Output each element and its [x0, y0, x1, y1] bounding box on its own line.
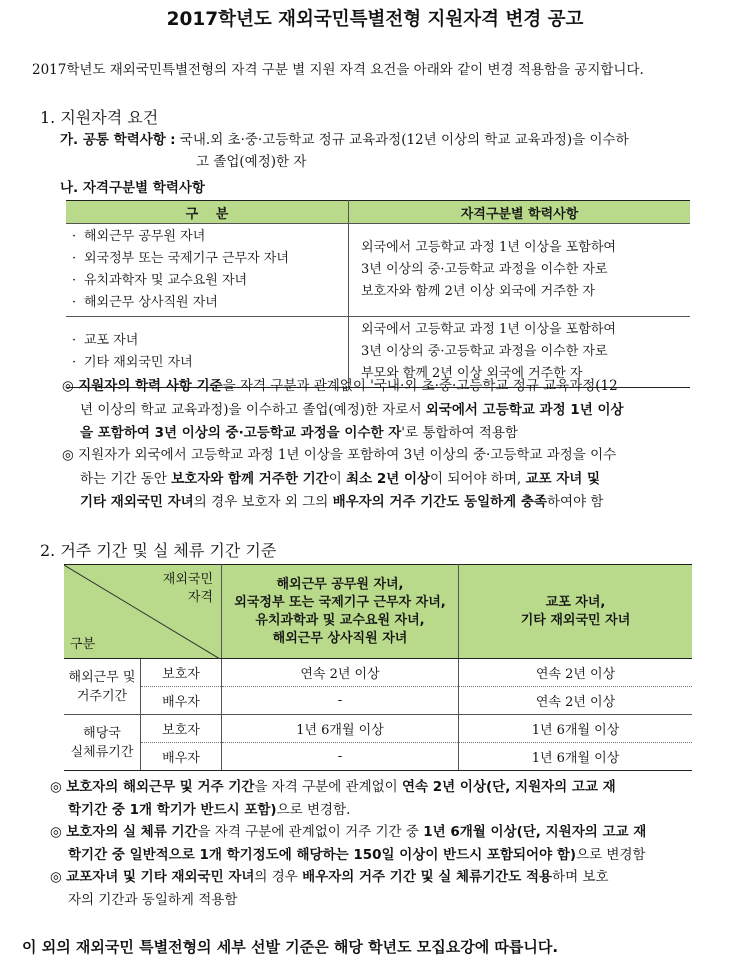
- table-row: [64, 687, 692, 715]
- note-bullet-icon: ◎: [62, 378, 74, 394]
- requirement-line: 보호자와 함께 2년 이상 외국에 거주한 자: [361, 284, 595, 299]
- requirement-line: 3년 이상의 중·고등학교 과정을 이수한 자로: [361, 262, 608, 277]
- table-row: [64, 743, 692, 771]
- colon: :: [170, 132, 176, 148]
- note-bullet-icon: ◎: [50, 824, 62, 840]
- category-cell: [66, 224, 349, 317]
- col-header-requirement: 자격구분별 학력사항: [349, 201, 691, 224]
- row-who: 배우자: [141, 743, 222, 771]
- cell-value: 연속 2년 이상: [459, 659, 693, 687]
- s2-note-1-line-2: 학기간 중 1개 학기가 반드시 포함)으로 변경함.: [68, 802, 351, 818]
- requirement-line: 외국에서 고등학교 과정 1년 이상을 포함하여: [361, 322, 616, 337]
- intro-text: 2017학년도 재외국민특별전형의 자격 구분 별 지원 자격 요건을 아래와 같이 변경 적용함을 공지합니다.: [32, 62, 644, 78]
- requirement-line: 외국에서 고등학교 과정 1년 이상을 포함하여: [361, 240, 616, 255]
- cell-value: 1년 6개월 이상: [459, 715, 693, 743]
- corner-bottom-label: 구분: [70, 637, 96, 652]
- qualification-label: 나. 자격구분별 학력사항: [60, 180, 205, 196]
- requirement-line: 3년 이상의 중·고등학교 과정을 이수한 자로: [361, 344, 608, 359]
- requirement-cell: [349, 224, 691, 317]
- section2-heading: 2. 거주 기간 및 실 체류 기간 기준: [40, 541, 277, 560]
- group-label-overseas: 해외근무 및 거주기간: [64, 659, 141, 715]
- common-requirement: [60, 131, 629, 149]
- col-header-group-b: 교포 자녀, 기타 재외국민 자녀: [459, 565, 693, 659]
- col-header-category: 구 분: [66, 201, 349, 224]
- s2-note-3-line-2: 자의 기간과 동일하게 적용함: [68, 892, 238, 908]
- list-item: · 해외근무 상사직원 자녀: [72, 295, 218, 310]
- corner-top-label: 재외국민 자격: [162, 572, 213, 605]
- requirement-line: 부모와 함께 2년 이상 외국에 거주한 자: [361, 366, 583, 381]
- cell-value: 연속 2년 이상: [222, 659, 459, 687]
- cell-value: -: [222, 743, 459, 771]
- list-item: · 기타 재외국민 자녀: [72, 355, 193, 370]
- note-1-line-2: 년 이상의 학교 교육과정)을 이수하고 졸업(예정)한 자로서 외국에서 고등학교 과정 1년 이상: [80, 402, 624, 418]
- common-requirement-text-2: 고 졸업(예정)한 자: [196, 154, 307, 170]
- cell-value: -: [222, 687, 459, 715]
- section1-heading: 1. 지원자격 요건: [40, 108, 159, 127]
- s2-note-2-line-1: ◎ 보호자의 실 체류 기간을 자격 구분에 관계없이 거주 기간 중 1년 6개월 이상(단, 지원자의 고교 재: [50, 824, 647, 840]
- row-who: 보호자: [141, 715, 222, 743]
- common-requirement-text-1: 국내.외 초·중·고등학교 정규 교육과정(12년 이상의 학교 교육과정)을 이수하: [179, 132, 629, 148]
- row-who: 보호자: [141, 659, 222, 687]
- cell-value: 1년 6개월 이상: [459, 743, 693, 771]
- note-1-line-1: ◎ 지원자의 학력 사항 기준을 자격 구분과 관계없이 '국내·외 초·중·고등학교 정규 교육과정(12: [62, 378, 618, 394]
- note-2-line-2: 하는 기간 동안 보호자와 함께 거주한 기간이 최소 2년 이상이 되어야 하며, 교포 자녀 및: [80, 471, 601, 487]
- list-item: · 해외근무 공무원 자녀: [72, 229, 206, 244]
- s2-note-2-line-2: 학기간 중 일반적으로 1개 학기정도에 해당하는 150일 이상이 반드시 포함되어야 함)으로 변경함: [68, 847, 646, 863]
- corner-cell: [64, 565, 222, 659]
- qualification-table: [66, 200, 690, 388]
- table-row: [64, 659, 692, 687]
- cell-value: 1년 6개월 이상: [222, 715, 459, 743]
- table-row: [66, 224, 690, 317]
- list-item: · 교포 자녀: [72, 333, 139, 348]
- common-requirement-label: 가. 공통 학력사항: [60, 132, 166, 148]
- table-header-row: [66, 201, 690, 224]
- col-header-group-a: 해외근무 공무원 자녀, 외국정부 또는 국제기구 근무자 자녀, 유치과학과 및 교수요원 자녀, 해외근무 상사직원 자녀: [222, 565, 459, 659]
- list-item: · 유치과학자 및 교수요원 자녀: [72, 273, 248, 288]
- s2-note-1-line-1: ◎ 보호자의 해외근무 및 거주 기간을 자격 구분에 관계없이 연속 2년 이상(단, 지원자의 고교 재: [50, 779, 616, 795]
- row-who: 배우자: [141, 687, 222, 715]
- residence-period-table: [64, 564, 692, 771]
- note-bullet-icon: ◎: [50, 779, 62, 795]
- note-2-line-1: ◎ 지원자가 외국에서 고등학교 과정 1년 이상을 포함하여 3년 이상의 중·고등학교 과정을 이수: [62, 447, 617, 463]
- cell-value: 연속 2년 이상: [459, 687, 693, 715]
- page-title: 2017학년도 재외국민특별전형 지원자격 변경 공고: [166, 9, 584, 30]
- group-label-stay: 해당국 실체류기간: [64, 715, 141, 771]
- note-2-line-3: 기타 재외국민 자녀의 경우 보호자 외 그의 배우자의 거주 기간도 동일하게 충족하여야 함: [80, 494, 604, 510]
- footer-note: 이 외의 재외국민 특별전형의 세부 선발 기준은 해당 학년도 모집요강에 따릅니다.: [22, 938, 559, 956]
- table-row: [64, 715, 692, 743]
- note-1-line-3: 을 포함하여 3년 이상의 중·고등학교 과정을 이수한 자'로 통합하여 적용함: [80, 425, 518, 441]
- note-bullet-icon: ◎: [50, 869, 62, 885]
- s2-note-3-line-1: ◎ 교포자녀 및 기타 재외국민 자녀의 경우 배우자의 거주 기간 및 실 체류기간도 적용하며 보호: [50, 869, 609, 885]
- list-item: · 외국정부 또는 국제기구 근무자 자녀: [72, 251, 289, 266]
- table-header-row: [64, 565, 692, 659]
- note-bullet-icon: ◎: [62, 447, 74, 463]
